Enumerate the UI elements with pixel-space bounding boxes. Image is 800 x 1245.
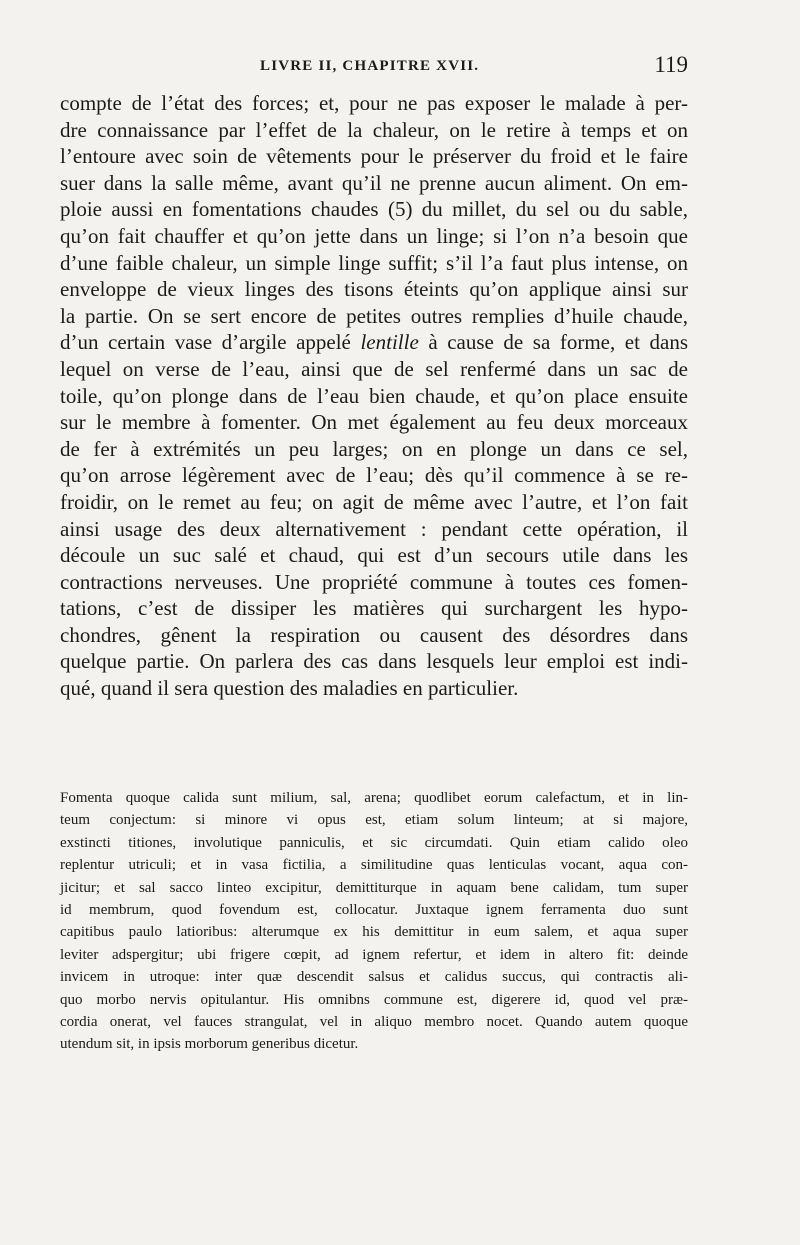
text-line: découle un suc salé et chaud, qui est d’un secours utile dans les: [60, 543, 688, 568]
text-line: d’une faible chaleur, un simple linge suffit; s’il l’a faut plus intense, on: [60, 250, 688, 275]
text-line: de fer à extrémités un peu larges; on en plonge un dans ce sel,: [60, 436, 688, 461]
text-line: chondres, gênent la respiration ou causent des désordres dans: [60, 622, 688, 647]
text-line: [60, 329, 688, 356]
text-line: quelque partie. On parlera des cas dans lesquels leur emploi est indi-: [60, 649, 688, 674]
latin-line: leviter adspergitur; ubi frigere cœpit, ad ignem refertur, et idem in altero fit: deinde: [60, 946, 688, 963]
page-header: [60, 52, 688, 84]
text-segment: d’un certain vase d’argile appelé: [60, 330, 361, 355]
text-line: qu’on fait chauffer et qu’on jette dans un linge; si l’on n’a besoin que: [60, 223, 688, 248]
latin-line: cordia onerat, vel fauces strangulat, vel in aliquo membro nocet. Quando autem quoque: [60, 1013, 688, 1030]
latin-line: capitibus paulo latioribus: alterumque ex his demittitur in eum salem, et aqua super: [60, 924, 688, 941]
text-line: contractions nerveuses. Une propriété commune à toutes ces fomen-: [60, 569, 688, 594]
latin-line: invicem in utroque: inter quæ descendit salsus et calidus succus, qui contractis ali-: [60, 969, 688, 986]
text-segment: à cause de sa forme, et dans: [418, 330, 689, 355]
latin-line: jicitur; et sal sacco linteo excipitur, demittiturque in aquam bene calidam, tum super: [60, 879, 688, 896]
latin-original-text: [60, 787, 688, 1056]
text-line: froidir, on le remet au feu; on agit de même avec l’autre, et l’on fait: [60, 489, 688, 514]
text-line: l’entoure avec soin de vêtements pour le préserver du froid et le faire: [60, 144, 688, 169]
text-line: compte de l’état des forces; et, pour ne pas exposer le malade à per-: [60, 91, 688, 115]
italic-term: lentille: [360, 330, 419, 355]
text-line: dre connaissance par l’effet de la chaleur, on le retire à temps et on: [60, 117, 688, 142]
text-line: toile, qu’on plonge dans de l’eau bien chaude, et qu’on place ensuite: [60, 383, 688, 408]
latin-line: exstincti titiones, involutique panniculis, et sic circumdati. Quin etiam calido oleo: [60, 834, 688, 851]
text-line: suer dans la salle même, avant qu’il ne prenne aucun aliment. On em-: [60, 170, 688, 195]
text-line: ploie aussi en fomentations chaudes (5) du millet, du sel ou du sable,: [60, 197, 688, 222]
text-line: lequel on verse de l’eau, ainsi que de sel renfermé dans un sac de: [60, 356, 688, 381]
text-line: la partie. On se sert encore de petites outres remplies d’huile chaude,: [60, 303, 688, 328]
text-line: ainsi usage des deux alternativement : pendant cette opération, il: [60, 516, 688, 541]
french-translation-text: [60, 90, 688, 702]
latin-line: utendum sit, in ipsis morborum generibus dicetur.: [60, 1036, 359, 1053]
text-line: enveloppe de vieux linges des tisons éteints qu’on applique ainsi sur: [60, 277, 688, 302]
text-line: qué, quand il sera question des maladies en particulier.: [60, 676, 519, 701]
text-line: sur le membre à fomenter. On met également au feu deux morceaux: [60, 410, 688, 435]
latin-line: teum conjectum: si minore vi opus est, etiam solum linteum; at si majore,: [60, 812, 688, 829]
text-line: tations, c’est de dissiper les matières qui surchargent les hypo-: [60, 596, 688, 621]
text-line: qu’on arrose légèrement avec de l’eau; dès qu’il commence à se re-: [60, 463, 688, 488]
running-head: LIVRE II, CHAPITRE XVII.: [260, 58, 480, 74]
latin-line: quo morbo nervis opitulantur. His omnibns commune est, digerere id, quod vel præ-: [60, 991, 688, 1008]
latin-line: Fomenta quoque calida sunt milium, sal, arena; quodlibet eorum calefactum, et in lin-: [60, 790, 688, 806]
page-number: 119: [654, 52, 688, 77]
latin-line: replentur utriculi; et in vasa fictilia, a similitudine quas lenticulas vocant, aqua con-: [60, 857, 688, 874]
latin-line: id membrum, quod fovendum est, collocatur. Juxtaque ignem ferramenta duo sunt: [60, 901, 688, 918]
